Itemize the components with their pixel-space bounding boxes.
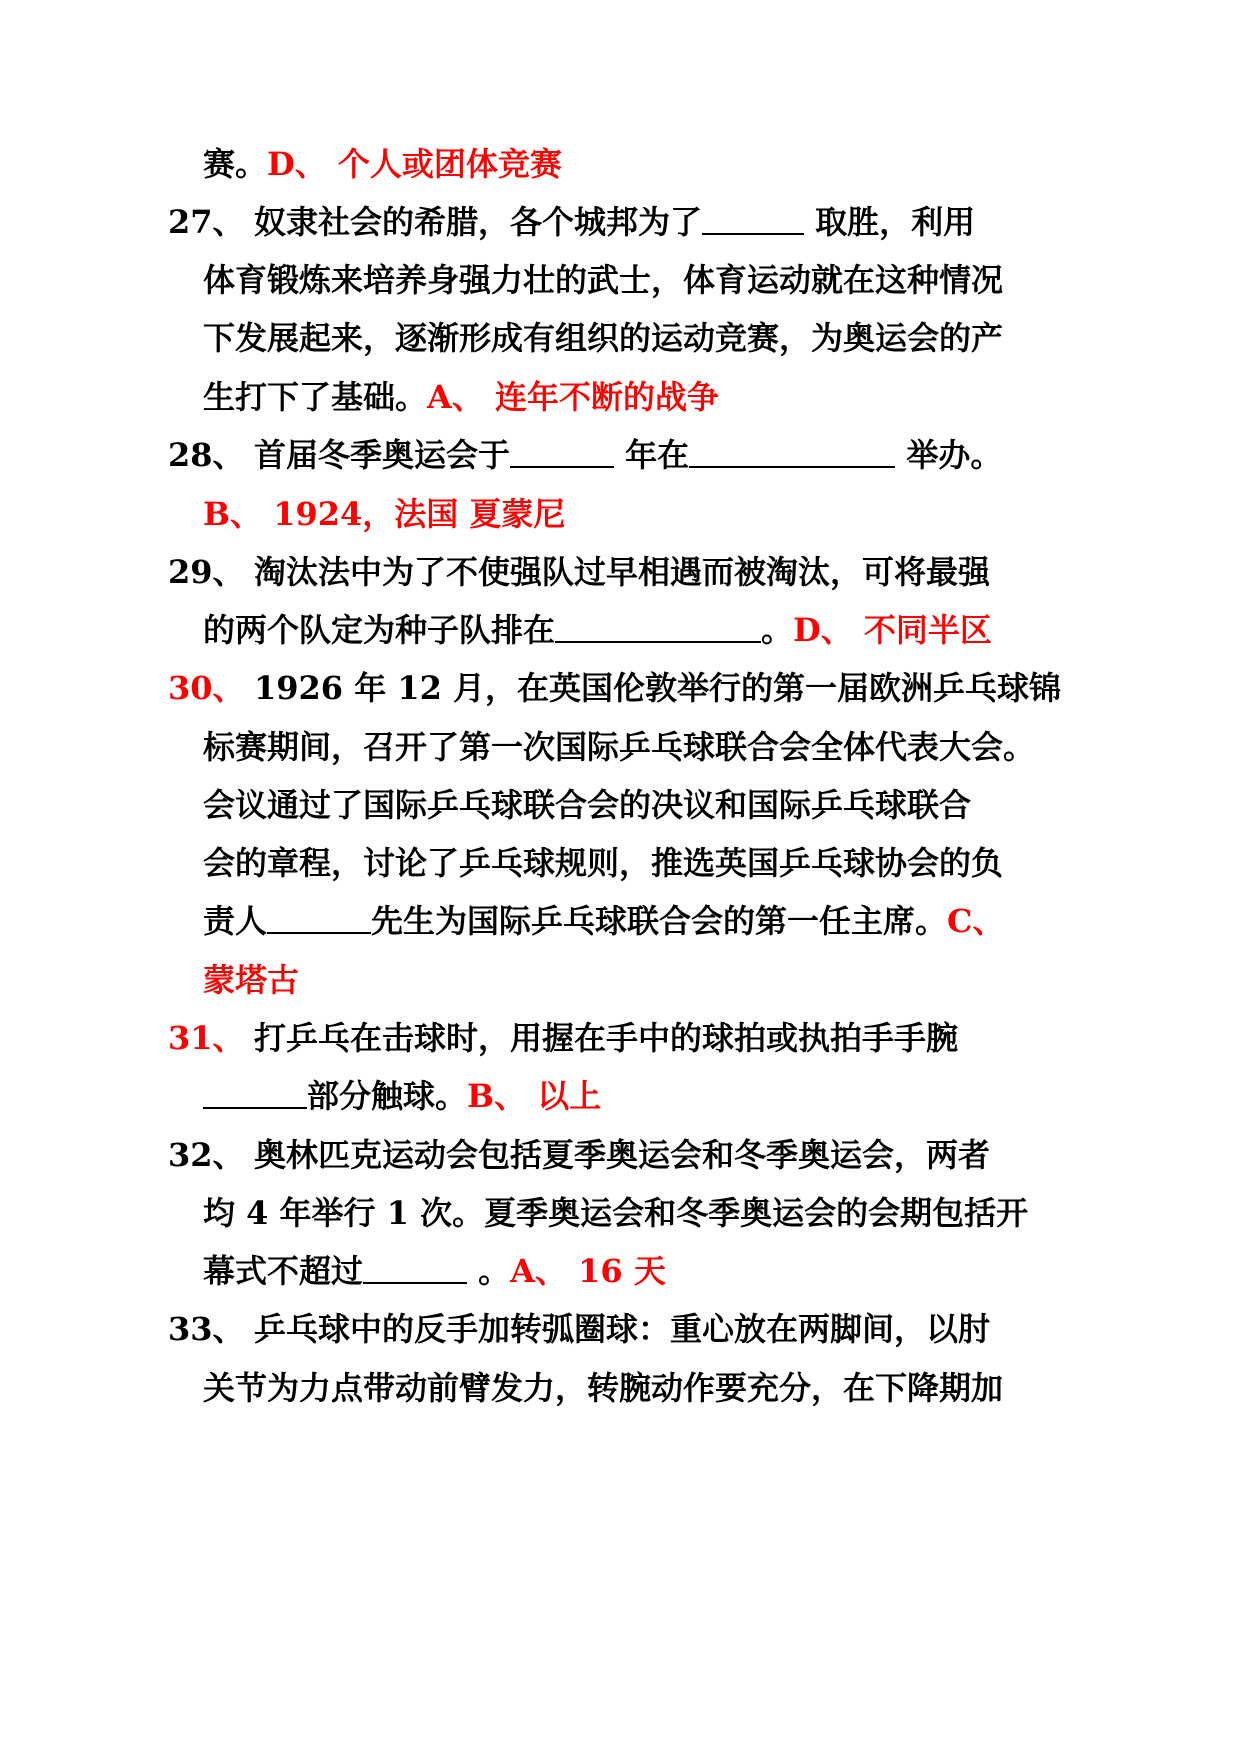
answer-blank <box>363 1254 467 1284</box>
question-30-line-1 <box>168 668 1061 708</box>
text: 的两个队定为种子队排在 <box>203 611 556 649</box>
question-33-line-2: 关节为力点带动前臂发力，转腕动作要充分，在下降期加 <box>203 1369 1004 1407</box>
answer-q32: A、 16 天 <box>510 1252 666 1290</box>
answer-blank <box>267 904 371 934</box>
answer-blank <box>702 205 804 235</box>
text: 先生为国际乒乓球联合会的第一任主席。 <box>371 902 948 940</box>
question-27-line-1 <box>168 202 975 242</box>
question-32-line-3 <box>203 1251 666 1291</box>
question-27-line-3: 下发展起来，逐渐形成有组织的运动竞赛，为奥运会的产 <box>203 319 1004 357</box>
answer-blank <box>203 1079 307 1109</box>
question-30-line-2: 标赛期间，召开了第一次国际乒乓球联合会全体代表大会。 <box>203 728 1036 766</box>
text: 生打下了基础。 <box>203 378 428 416</box>
question-number: 33、 <box>168 1310 245 1348</box>
question-29-line-2 <box>203 610 992 650</box>
line-q26-end <box>203 144 562 184</box>
question-27-line-2: 体育锻炼来培养身强力壮的武士，体育运动就在这种情况 <box>203 261 1004 299</box>
question-30-line-4: 会的章程，讨论了乒乓球规则，推选英国乒乓球协会的负 <box>203 844 1004 882</box>
question-28-line-1 <box>168 435 1002 475</box>
question-30-line-3: 会议通过了国际乒乓球联合会的决议和国际乒乓球联合 <box>203 786 972 824</box>
text: 赛。 <box>203 145 268 183</box>
text: 奥林匹克运动会包括夏季奥运会和冬季奥运会，两者 <box>254 1136 991 1174</box>
answer-blank <box>555 613 761 643</box>
answer-q27: A、 连年不断的战争 <box>427 378 719 416</box>
answer-q30: 蒙塔古 <box>203 961 300 999</box>
question-29-line-1 <box>168 552 990 592</box>
question-32-line-1 <box>168 1135 990 1175</box>
answer-q30-letter: C、 <box>947 902 1005 940</box>
text: 1926 年 12 月，在英国伦敦举行的第一届欧洲乒乓球锦 <box>254 669 1062 707</box>
answer-blank <box>510 438 614 468</box>
question-33-line-1 <box>168 1309 990 1349</box>
question-30-line-5 <box>203 901 1005 941</box>
question-32-line-2: 均 4 年举行 1 次。夏季奥运会和冬季奥运会的会期包括开 <box>203 1194 1029 1232</box>
question-number: 31、 <box>168 1019 245 1057</box>
text: 。 <box>761 611 794 649</box>
text: 打乒乓在击球时，用握在手中的球拍或执拍手手腕 <box>254 1019 959 1057</box>
answer-q26: D、 个人或团体竞赛 <box>267 145 562 183</box>
question-number: 30、 <box>168 669 245 707</box>
text: 。 <box>467 1252 511 1290</box>
text: 幕式不超过 <box>203 1252 364 1290</box>
text: 取胜，利用 <box>804 203 976 241</box>
text: 奴隶社会的希腊，各个城邦为了 <box>254 203 703 241</box>
question-31-line-2 <box>203 1076 601 1116</box>
question-number: 32、 <box>168 1136 245 1174</box>
question-number: 29、 <box>168 553 245 591</box>
text: 部分触球。 <box>307 1077 468 1115</box>
question-31-line-1 <box>168 1018 958 1058</box>
text: 乒乓球中的反手加转弧圈球：重心放在两脚间，以肘 <box>254 1310 991 1348</box>
answer-q28: B、 1924，法国 夏蒙尼 <box>203 495 566 533</box>
answer-blank <box>689 438 895 468</box>
text: 首届冬季奥运会于 <box>254 436 511 474</box>
answer-q31: B、 以上 <box>467 1077 602 1115</box>
text: 年在 <box>614 436 690 474</box>
question-number: 28、 <box>168 436 245 474</box>
text: 举办。 <box>895 436 1003 474</box>
text: 淘汰法中为了不使强队过早相遇而被淘汰，可将最强 <box>254 553 991 591</box>
text: 责人 <box>203 902 268 940</box>
question-number: 27、 <box>168 203 245 241</box>
answer-q29: D、 不同半区 <box>793 611 992 649</box>
question-27-line-4 <box>203 377 719 417</box>
